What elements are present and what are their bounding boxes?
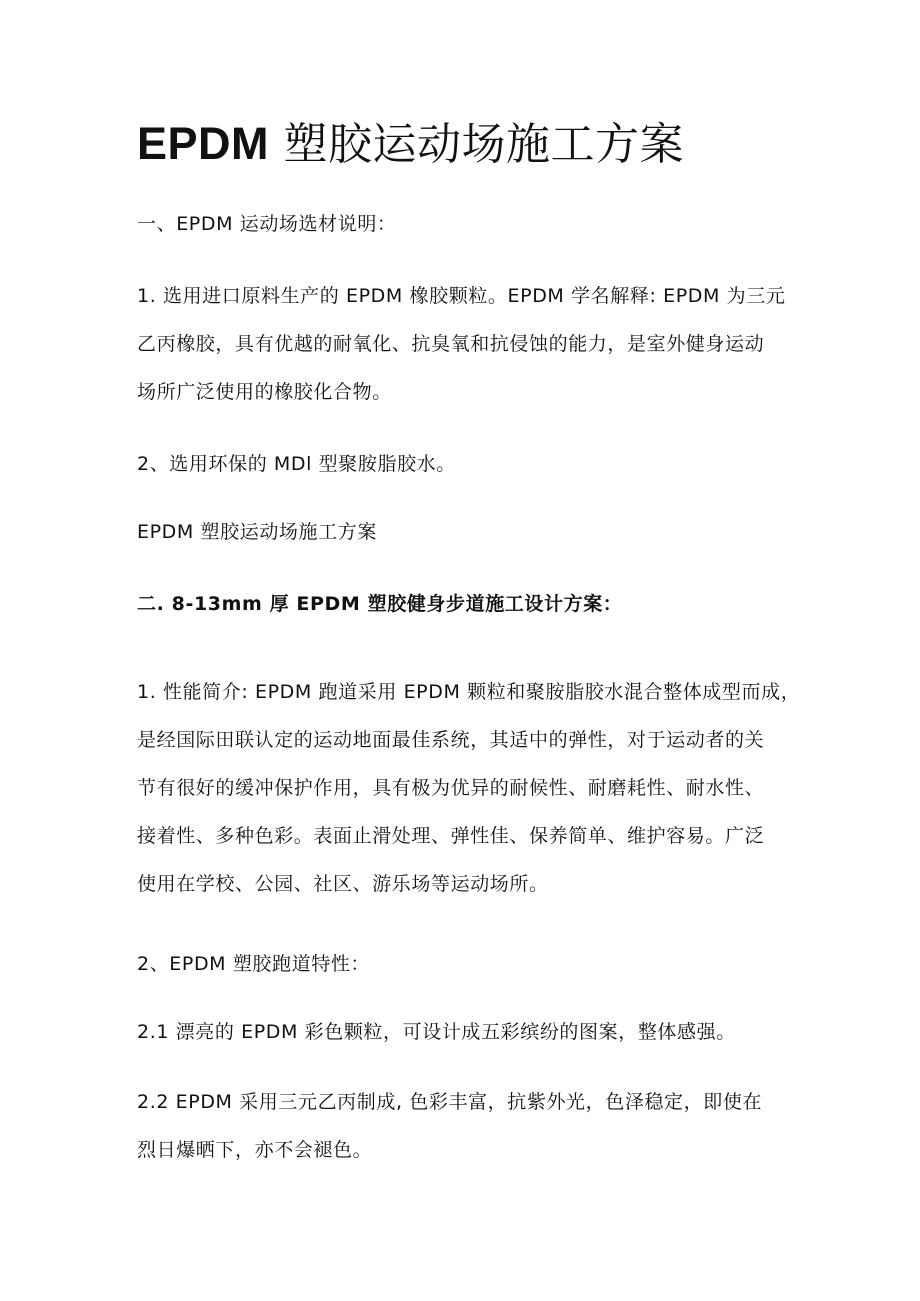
feature-2-1: 2.1 漂亮的 EPDM 彩色颗粒，可设计成五彩缤纷的图案，整体感强。 <box>137 1021 736 1043</box>
performance-line: 使用在学校、公园、社区、游乐场等运动场所。 <box>137 873 549 895</box>
performance-line: 节有很好的缓冲保护作用，具有极为优异的耐候性、耐磨耗性、耐水性、 <box>137 777 765 799</box>
title-latin: EPDM <box>137 118 270 169</box>
repeat-title: EPDM 塑胶运动场施工方案 <box>137 521 377 543</box>
performance-line: 接着性、多种色彩。表面止滑处理、弹性佳、保养简单、维护容易。广泛 <box>137 825 765 847</box>
features-heading: 2、EPDM 塑胶跑道特性： <box>137 953 371 975</box>
item1-line: 1. 选用进口原料生产的 EPDM 橡胶颗粒。EPDM 学名解释: EPDM 为三元 <box>137 285 786 307</box>
performance-line: 1. 性能简介: EPDM 跑道采用 EPDM 颗粒和聚胺脂胶水混合整体成型而成， <box>137 681 801 703</box>
item1-paragraph <box>137 279 797 423</box>
item2-paragraph: 2、选用环保的 MDl 型聚胺脂胶水。 <box>137 453 456 475</box>
section2-heading: 二. 8-13mm 厚 EPDM 塑胶健身步道施工设计方案： <box>137 593 623 615</box>
feature-2-2-line: 烈日爆晒下，亦不会褪色。 <box>137 1139 373 1161</box>
performance-paragraph <box>137 675 801 915</box>
document-title <box>137 112 837 177</box>
item1-line: 场所广泛使用的橡胶化合物。 <box>137 381 392 403</box>
item1-line: 乙丙橡胶，具有优越的耐氧化、抗臭氧和抗侵蚀的能力，是室外健身运动 <box>137 333 765 355</box>
performance-line: 是经国际田联认定的运动地面最佳系统，其适中的弹性，对于运动者的关 <box>137 729 765 751</box>
feature-2-2-line: 2.2 EPDM 采用三元乙丙制成, 色彩丰富，抗紫外光，色泽稳定，即使在 <box>137 1091 763 1113</box>
title-cjk: 塑胶运动场施工方案 <box>283 119 685 170</box>
section1-heading: 一、EPDM 运动场选材说明： <box>137 213 397 235</box>
feature-2-2 <box>137 1085 797 1181</box>
